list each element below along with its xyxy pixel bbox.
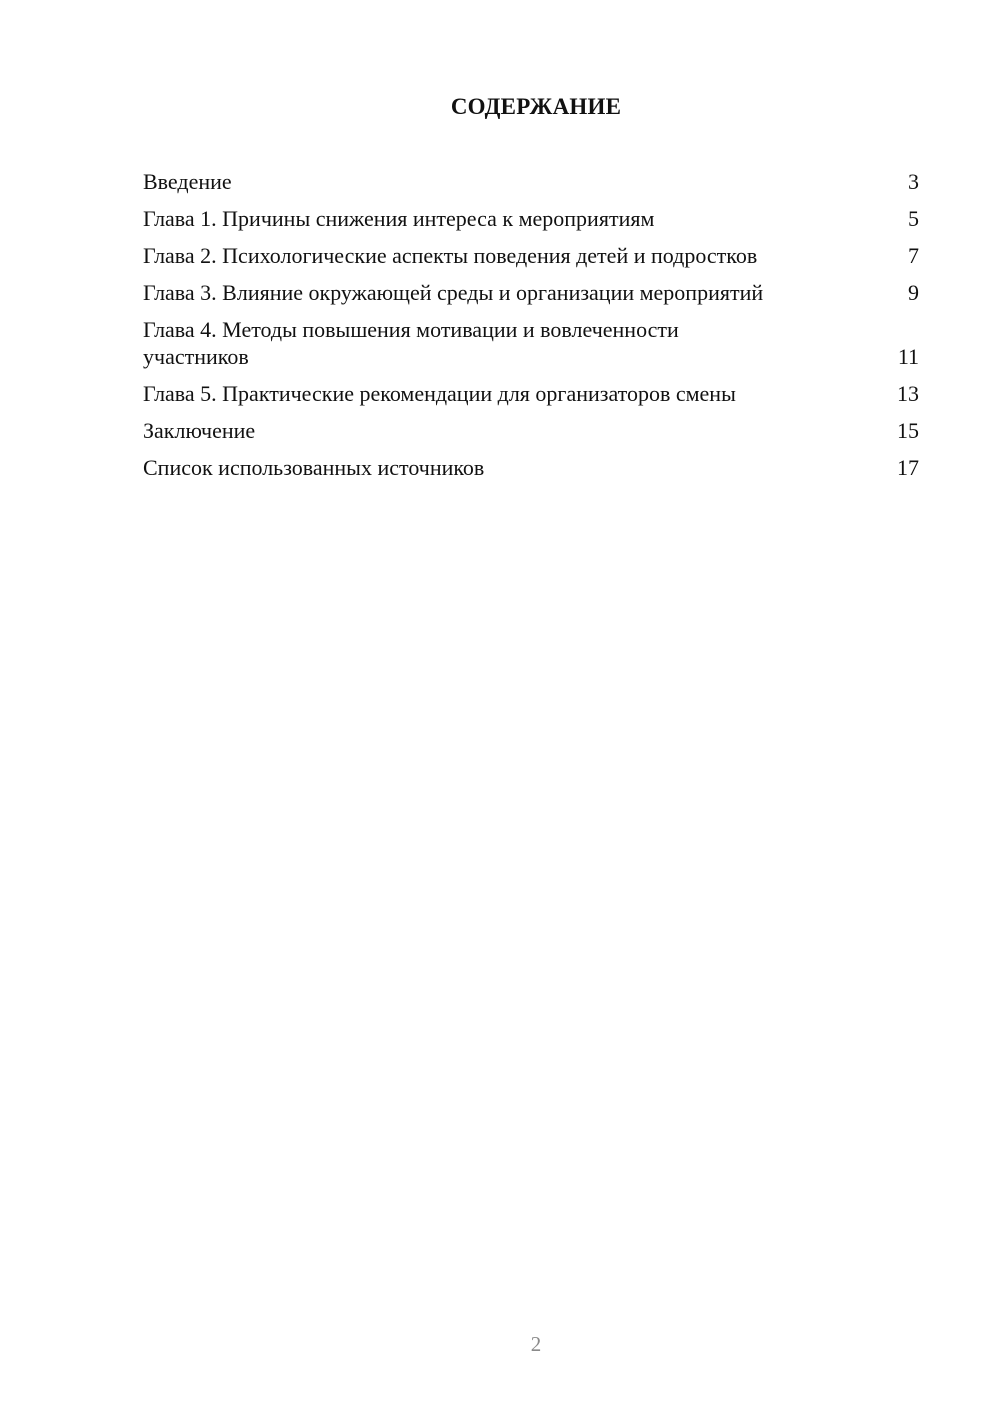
toc-entry-page: 3 xyxy=(908,169,919,194)
toc-entry-introduction xyxy=(143,168,919,195)
table-of-contents xyxy=(143,168,919,491)
page-number: 2 xyxy=(530,1332,542,1356)
toc-entry-conclusion xyxy=(143,417,919,444)
toc-entry-chapter-3 xyxy=(143,279,919,306)
toc-entry-text: Заключение xyxy=(143,418,256,443)
toc-entry-text: Введение xyxy=(143,169,232,194)
toc-entry-references xyxy=(143,454,919,481)
toc-entry-text: Глава 4. Методы повышения мотивации и вовлеченности участников xyxy=(143,317,679,369)
page-title: СОДЕРЖАНИЕ xyxy=(450,94,622,119)
toc-entry-chapter-5 xyxy=(143,380,919,407)
toc-entry-chapter-4 xyxy=(143,316,919,370)
toc-entry-page: 7 xyxy=(908,243,919,268)
toc-entry-chapter-2 xyxy=(143,242,919,269)
toc-entry-text: Глава 2. Психологические аспекты поведения детей и подростков xyxy=(143,243,758,268)
toc-entry-text: Глава 1. Причины снижения интереса к мероприятиям xyxy=(143,206,655,231)
toc-entry-text: Глава 3. Влияние окружающей среды и организации мероприятий xyxy=(143,280,764,305)
toc-entry-page: 5 xyxy=(908,206,919,231)
toc-entry-page: 9 xyxy=(908,280,919,305)
toc-entry-page: 11 xyxy=(897,344,919,369)
toc-entry-text: Глава 5. Практические рекомендации для организаторов смены xyxy=(143,381,736,406)
toc-entry-chapter-1 xyxy=(143,205,919,232)
toc-entry-page: 17 xyxy=(897,455,919,480)
toc-entry-text: Список использованных источников xyxy=(143,455,485,480)
toc-entry-page: 15 xyxy=(897,418,919,443)
toc-entry-page: 13 xyxy=(897,381,919,406)
